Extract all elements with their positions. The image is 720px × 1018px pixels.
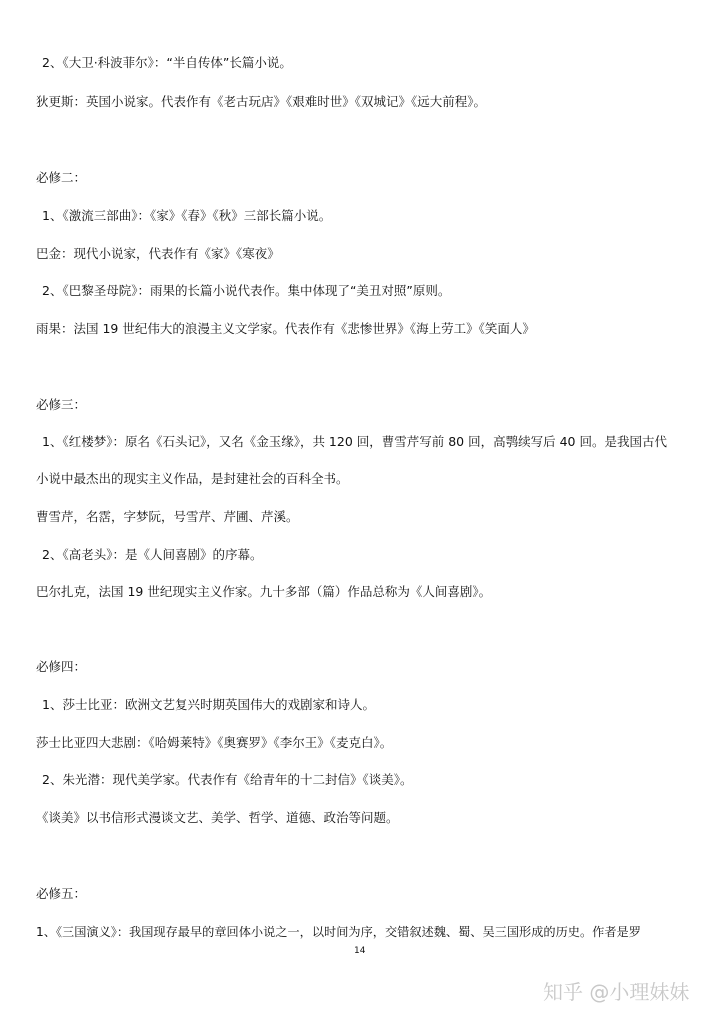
text-line: 2、《高老头》：是《人间喜剧》的序幕。	[42, 547, 263, 562]
page-number: 14	[354, 946, 366, 956]
text-line: 小说中最杰出的现实主义作品，是封建社会的百科全书。	[36, 471, 349, 486]
text-line: 1、《三国演义》：我国现存最早的章回体小说之一，以时间为序，交错叙述魏、蜀、吴三国形成的历史。作者是罗	[36, 925, 641, 939]
text-line: 曹雪芹，名霑，字梦阮，号雪芹、芹圃、芹溪。	[36, 509, 299, 524]
text-line: 狄更斯：英国小说家。代表作有《老古玩店》《艰难时世》《双城记》《远大前程》。	[36, 94, 487, 109]
text-line: 2、《大卫·科波菲尔》：“半自传体”长篇小说。	[42, 55, 292, 70]
text-line: 2、《巴黎圣母院》：雨果的长篇小说代表作。集中体现了“美丑对照”原则。	[42, 283, 451, 298]
text-line: 雨果：法国 19 世纪伟大的浪漫主义文学家。代表作有《悲惨世界》《海上劳工》《笑面人》	[36, 321, 535, 336]
text-line: 1、《红楼梦》：原名《石头记》，又名《金玉缘》，共 120 回，曹雪芹写前 80 回，高鹗续写后 40 回。是我国古代	[42, 434, 667, 449]
text-line: 莎士比亚四大悲剧：《哈姆莱特》《奥赛罗》《李尔王》《麦克白》。	[36, 735, 393, 750]
text-line: 2、朱光潜：现代美学家。代表作有《给青年的十二封信》《谈美》。	[42, 772, 413, 787]
section-heading: 必修五：	[36, 886, 87, 901]
text-line: 巴金：现代小说家，代表作有《家》《寒夜》	[36, 246, 280, 261]
section-heading: 必修三：	[36, 397, 87, 412]
text-line: 1、莎士比亚：欧洲文艺复兴时期英国伟大的戏剧家和诗人。	[42, 697, 375, 712]
watermark: 知乎 @小理妹妹	[543, 980, 690, 1004]
text-line: 1、《激流三部曲》：《家》《春》《秋》三部长篇小说。	[42, 208, 332, 223]
text-line: 《谈美》以书信形式漫谈文艺、美学、哲学、道德、政治等问题。	[36, 810, 399, 825]
section-heading: 必修二：	[36, 170, 87, 185]
section-heading: 必修四：	[36, 659, 87, 674]
text-line: 巴尔扎克，法国 19 世纪现实主义作家。九十多部（篇）作品总称为《人间喜剧》。	[36, 584, 492, 599]
